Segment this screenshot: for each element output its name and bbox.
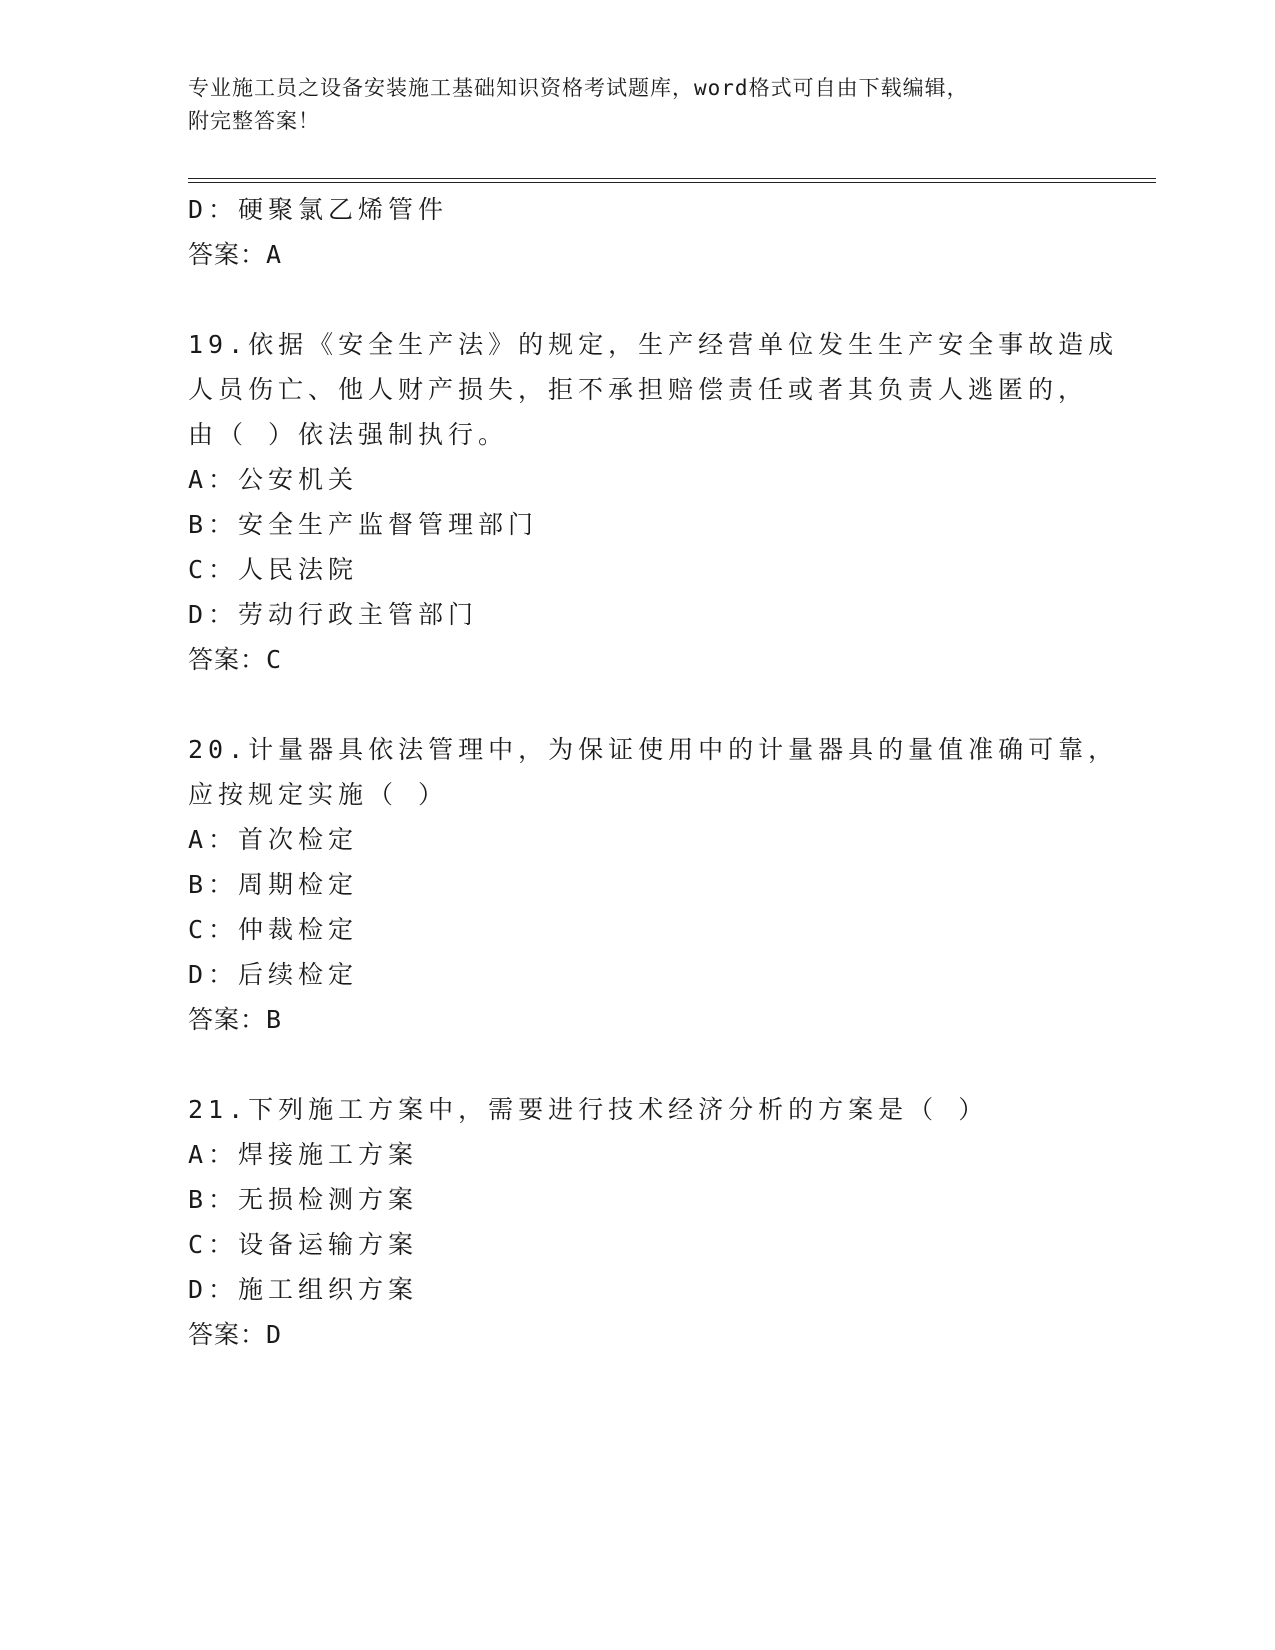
q19-option-b: B：安全生产监督管理部门 — [188, 510, 539, 539]
document-header — [188, 72, 1068, 138]
q20-option-b: B：周期检定 — [188, 870, 359, 899]
q20-option-d: D：后续检定 — [188, 960, 359, 989]
q20-option-c: C：仲裁检定 — [188, 915, 359, 944]
q19-option-a: A：公安机关 — [188, 465, 359, 494]
q18-answer: 答案：A — [188, 240, 283, 269]
q19-stem-line-1: 19.依据《安全生产法》的规定，生产经营单位发生生产安全事故造成 — [188, 330, 1119, 359]
q21-answer: 答案：D — [188, 1320, 283, 1349]
q21-option-a: A：焊接施工方案 — [188, 1140, 419, 1169]
q19-stem-line-2: 人员伤亡、他人财产损失，拒不承担赔偿责任或者其负责人逃匿的， — [188, 375, 1089, 404]
q19-option-c: C：人民法院 — [188, 555, 359, 584]
q19-option-d: D：劳动行政主管部门 — [188, 600, 479, 629]
header-divider-bottom — [188, 182, 1156, 183]
header-divider-top — [188, 178, 1156, 179]
q20-stem-line-2: 应按规定实施（ ） — [188, 780, 449, 809]
q18-option-d: D：硬聚氯乙烯管件 — [188, 195, 449, 224]
q19-answer: 答案：C — [188, 645, 283, 674]
q20-stem-line-1: 20.计量器具依法管理中，为保证使用中的计量器具的量值准确可靠， — [188, 735, 1119, 764]
q19-stem-line-3: 由（ ）依法强制执行。 — [188, 420, 509, 449]
q21-option-b: B：无损检测方案 — [188, 1185, 419, 1214]
q20-option-a: A：首次检定 — [188, 825, 359, 854]
q21-option-c: C：设备运输方案 — [188, 1230, 419, 1259]
q21-stem-line-1: 21.下列施工方案中，需要进行技术经济分析的方案是（ ） — [188, 1095, 989, 1124]
header-line-1: 专业施工员之设备安装施工基础知识资格考试题库，word格式可自由下载编辑， — [188, 76, 969, 100]
header-line-2: 附完整答案！ — [188, 109, 320, 133]
q21-option-d: D：施工组织方案 — [188, 1275, 419, 1304]
q20-answer: 答案：B — [188, 1005, 283, 1034]
